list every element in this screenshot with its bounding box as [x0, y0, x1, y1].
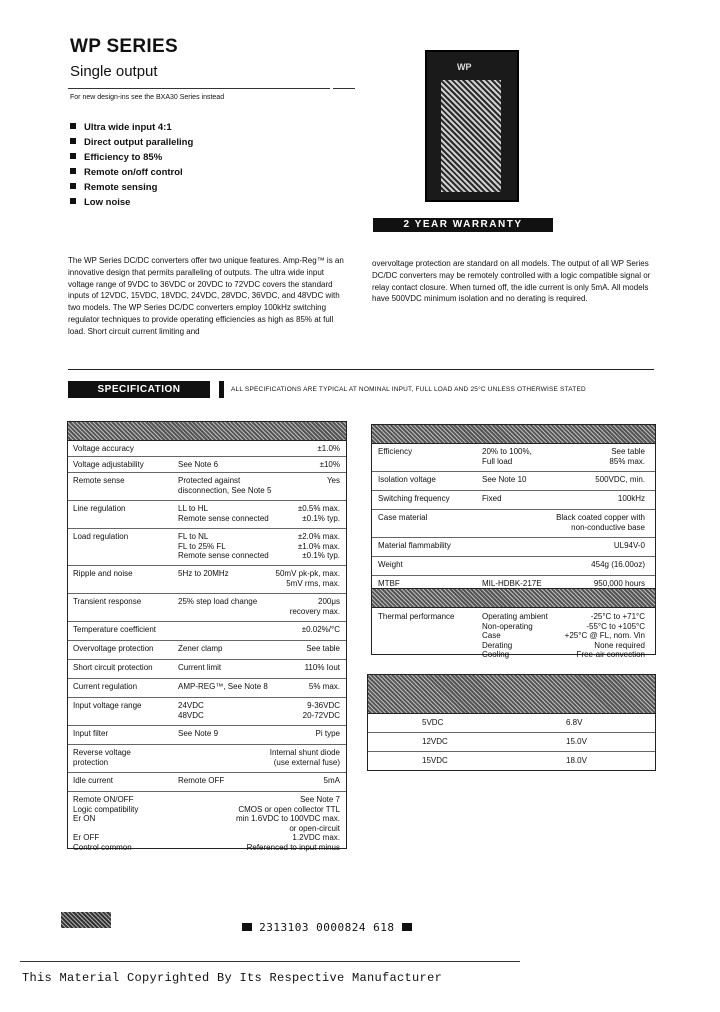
param-cell: Current regulation	[73, 682, 138, 691]
spec-conditions-note: ALL SPECIFICATIONS ARE TYPICAL AT NOMINAL INPUT, FULL LOAD AND 25°C UNLESS OTHERWISE STATED	[231, 386, 586, 393]
table-row	[68, 566, 346, 594]
value-cell: See Note 7 CMOS or open collector TTL min 1.6VDC to 100VDC max. or open-circuit 1.2VDC max. Referenced to input minus	[235, 795, 340, 852]
condition-cell: 24VDC 48VDC	[178, 701, 204, 720]
table-row	[68, 641, 346, 660]
table-header	[372, 589, 655, 608]
document-code: 2313103 0000824 618	[242, 921, 412, 934]
table-row	[372, 510, 655, 538]
param-cell: Input filter	[73, 729, 109, 738]
ovp-table	[367, 674, 656, 771]
decorative-pattern	[61, 912, 111, 928]
param-cell: Load regulation	[73, 532, 129, 541]
value-cell: Internal shunt diode (use external fuse)	[269, 748, 340, 767]
condition-cell: LL to HL Remote sense connected	[178, 504, 269, 523]
divider	[333, 88, 355, 89]
condition-cell: AMP-REG™, See Note 8	[178, 682, 268, 691]
table-row	[368, 733, 655, 752]
table-row	[372, 557, 655, 576]
left-spec-table	[67, 421, 347, 852]
value-cell: ±2.0% max. ±1.0% max. ±0.1% typ.	[297, 532, 340, 560]
param-cell: Transient response	[73, 597, 142, 606]
output-voltage-cell: 15VDC	[422, 756, 448, 765]
table-header	[372, 425, 655, 444]
param-cell: Thermal performance	[378, 612, 455, 621]
table-header	[368, 675, 655, 714]
table-row	[68, 594, 346, 622]
value-cell: 110% Iout	[304, 663, 340, 672]
table-row	[372, 444, 655, 472]
value-cell: Black coated copper with non-conductive base	[556, 513, 645, 532]
table-row	[68, 529, 346, 566]
condition-cell: Remote OFF	[178, 776, 225, 785]
value-cell: UL94V-0	[613, 541, 645, 550]
value-cell: See table 85% max.	[609, 447, 645, 466]
condition-cell: See Note 6	[178, 460, 219, 469]
param-cell: Voltage accuracy	[73, 444, 134, 453]
value-cell: See table	[306, 644, 340, 653]
feature-item: Low noise	[70, 195, 193, 210]
param-cell: Efficiency	[378, 447, 413, 456]
param-cell: Material flammability	[378, 541, 451, 550]
value-cell: 9-36VDC 20-72VDC	[302, 701, 340, 720]
spec-marker	[219, 381, 224, 398]
value-cell: ±10%	[319, 460, 340, 469]
feature-item: Remote on/off control	[70, 165, 193, 180]
condition-cell: 20% to 100%, Full load	[482, 447, 532, 466]
table-row	[68, 660, 346, 679]
param-cell: Case material	[378, 513, 428, 522]
value-cell: Yes	[326, 476, 340, 485]
product-label-panel	[441, 80, 501, 192]
value-cell: 100kHz	[617, 494, 645, 503]
spec-heading: SPECIFICATION	[68, 381, 210, 398]
table-row	[68, 792, 346, 852]
product-photo	[425, 50, 519, 202]
value-cell: ±0.5% max. ±0.1% typ.	[297, 504, 340, 523]
table-row	[68, 441, 346, 457]
table-row	[368, 714, 655, 733]
table-header	[68, 422, 346, 441]
table-row	[68, 457, 346, 473]
warranty-banner: 2 YEAR WARRANTY	[373, 218, 553, 232]
condition-cell: Zener clamp	[178, 644, 223, 653]
feature-item: Ultra wide input 4:1	[70, 120, 193, 135]
product-logo: WP	[457, 62, 472, 72]
condition-cell: See Note 9	[178, 729, 219, 738]
value-cell: ±0.02%/°C	[301, 625, 340, 634]
param-cell: MTBF	[378, 579, 400, 588]
value-cell: 50mV pk-pk, max. 5mV rms, max.	[275, 569, 340, 588]
table-row	[68, 773, 346, 792]
value-cell: 5% max.	[308, 682, 340, 691]
divider	[20, 961, 520, 962]
intro-text-left: The WP Series DC/DC converters offer two unique features. Amp-Reg™ is an innovative design that permits paralleling of outputs. The ultra wide input voltage range of 9VDC to 36VDC or 20VDC to 72VDC covers the standard inputs of 12VDC, 15VDC, 18VDC, 24VDC, 28VDC, 36VDC, and 48VDC with two models. The WP Series DC/DC converters employ 100kHz switching regulator techniques to provide operating efficiencies as high as 85% at full load. Short circuit current limiting and	[68, 256, 344, 336]
table-row	[68, 622, 346, 641]
bullet-icon	[70, 123, 76, 129]
divider	[68, 88, 330, 89]
param-cell: Line regulation	[73, 504, 126, 513]
barcode-block-icon	[242, 923, 252, 931]
condition-cell: Fixed	[482, 494, 502, 503]
table-row	[68, 679, 346, 698]
table-row	[68, 473, 346, 501]
table-row	[68, 698, 346, 726]
value-cell: 5mA	[323, 776, 340, 785]
design-in-note: For new design-ins see the BXA30 Series instead	[70, 94, 225, 101]
param-cell: Overvoltage protection	[73, 644, 154, 653]
value-cell: 950,000 hours	[593, 579, 645, 588]
param-cell: Voltage adjustability	[73, 460, 144, 469]
param-cell: Idle current	[73, 776, 114, 785]
param-cell: Remote sense	[73, 476, 125, 485]
copyright-footer: This Material Copyrighted By Its Respective Manufacturer	[22, 971, 443, 985]
bullet-icon	[70, 168, 76, 174]
table-row	[68, 501, 346, 529]
param-cell: Switching frequency	[378, 494, 450, 503]
table-row	[372, 472, 655, 491]
barcode-block-icon	[402, 923, 412, 931]
value-cell: Pi type	[315, 729, 340, 738]
bullet-icon	[70, 153, 76, 159]
param-cell: Temperature coefficient	[73, 625, 157, 634]
page-title: WP SERIES	[70, 36, 178, 57]
value-cell: 200μs recovery max.	[289, 597, 340, 616]
page-subtitle: Single output	[70, 63, 158, 80]
table-row	[372, 608, 655, 659]
condition-cell: 5Hz to 20MHz	[178, 569, 229, 578]
feature-list	[70, 120, 193, 210]
right-spec-table	[371, 424, 656, 595]
table-row	[68, 745, 346, 773]
condition-cell: MIL-HDBK-217E	[482, 579, 542, 588]
condition-cell: Current limit	[178, 663, 222, 672]
feature-item: Remote sensing	[70, 180, 193, 195]
condition-cell: See Note 10	[482, 475, 527, 484]
ovp-voltage-cell: 6.8V	[566, 718, 583, 727]
table-row	[372, 491, 655, 510]
intro-text-right: overvoltage protection are standard on all models. The output of all WP Series DC/DC converters may be remotely controlled with a logic compatible signal or relay contact closure. When turned off, the idle current is only 5mA. All models have 500VDC minimum isolation and no derating is required.	[372, 259, 651, 304]
value-cell: -25°C to +71°C -55°C to +105°C +25°C @ FL, nom. Vin None required Free-air convection	[564, 612, 645, 659]
param-cell: Weight	[378, 560, 403, 569]
condition-cell: FL to NL FL to 25% FL Remote sense connected	[178, 532, 269, 560]
value-cell: 500VDC, min.	[595, 475, 645, 484]
table-row	[68, 726, 346, 745]
param-cell: Ripple and noise	[73, 569, 133, 578]
table-row	[372, 538, 655, 557]
param-cell: Reverse voltage protection	[73, 748, 131, 767]
bullet-icon	[70, 198, 76, 204]
ovp-voltage-cell: 15.0V	[566, 737, 587, 746]
param-cell: Remote ON/OFF Logic compatibility Er ON Er OFF Control common	[73, 795, 139, 852]
ovp-voltage-cell: 18.0V	[566, 756, 587, 765]
output-voltage-cell: 5VDC	[422, 718, 444, 727]
divider	[68, 369, 654, 370]
value-cell: 454g (16.00oz)	[591, 560, 645, 569]
condition-cell: Protected against disconnection, See Note 5	[178, 476, 272, 495]
bullet-icon	[70, 138, 76, 144]
param-cell: Short circuit protection	[73, 663, 153, 672]
value-cell: ±1.0%	[317, 444, 340, 453]
param-cell: Input voltage range	[73, 701, 142, 710]
feature-item: Efficiency to 85%	[70, 150, 193, 165]
table-row	[368, 752, 655, 770]
feature-item: Direct output paralleling	[70, 135, 193, 150]
condition-cell: Operating ambient Non-operating Case Derating Cooling	[482, 612, 548, 659]
thermal-table	[371, 588, 656, 659]
condition-cell: 25% step load change	[178, 597, 258, 606]
param-cell: Isolation voltage	[378, 475, 436, 484]
bullet-icon	[70, 183, 76, 189]
output-voltage-cell: 12VDC	[422, 737, 448, 746]
